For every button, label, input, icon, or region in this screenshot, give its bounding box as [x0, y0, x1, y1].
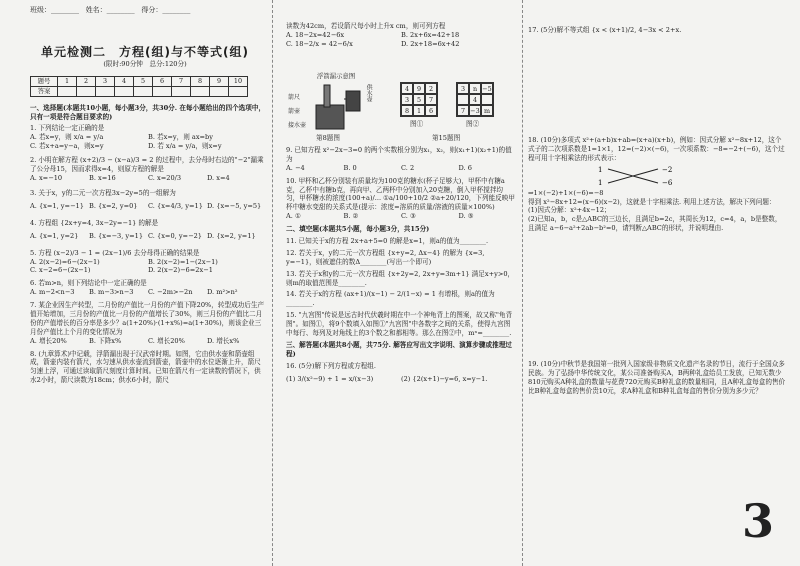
grid-cell: 5	[413, 94, 425, 105]
answer-cell[interactable]	[134, 87, 153, 97]
option[interactable]: C. x−2=6−(2x−1)	[30, 266, 91, 275]
question-7: 7. 某企业因生产转型，二月份的产值比一月份的产值下降20%，转型成功后生产值开始增加，三月份的产值比一月份的产值增长了30%，则三月份的产值比二月份的产值增长的百分率是多少？a(1+20%)·(1+x%)=a(1+30%)，则该企业三月份产值比上个月的变化情况为	[30, 301, 265, 336]
magic-square-2	[456, 82, 494, 117]
question-6: 6. 若m>n，则下列结论中一定正确的是	[30, 279, 147, 288]
answer-cell[interactable]	[229, 87, 248, 97]
options-row	[286, 212, 516, 221]
cross-left-top: 1	[598, 165, 603, 174]
option[interactable]: B. 下降x%	[89, 336, 122, 345]
option[interactable]: C. {x=0, y=−2}	[148, 231, 202, 240]
magic-square-1	[400, 82, 438, 117]
cross-multiplication-diagram	[588, 163, 708, 189]
figure-8-caption: 第8题图	[316, 134, 340, 142]
answer-table	[30, 76, 248, 97]
answer-table-number: 7	[172, 77, 191, 87]
option[interactable]: A. {x=1, y=2}	[30, 231, 79, 240]
questions-block-left	[30, 104, 266, 385]
option[interactable]: D. 增长x%	[207, 336, 240, 345]
option[interactable]: B. {x=−3, y=1}	[89, 231, 144, 240]
question-16: 16. (5分)解下列方程或方程组.	[286, 361, 376, 370]
options-row	[286, 40, 516, 49]
cross-right-top: −2	[662, 165, 673, 174]
grid-cell: 4	[469, 94, 481, 105]
option[interactable]: D. 2(x−2)−6=2x−1	[148, 266, 213, 275]
section-heading: 三、解答题(本题共8小题，共75分. 解答应写出文字说明、演算步骤或推理过程)	[286, 340, 512, 358]
question-17: 17. (5分)解不等式组 {x < (x+1)/2, 4−3x < 2+x.	[528, 26, 682, 34]
section-heading: 一、选择题(本题共10小题，每小题3分，共30分. 在每小题给出的四个选项中，只有一项是符合题目要求的)	[30, 104, 266, 121]
grid-cell: n	[469, 83, 481, 94]
answer-table-number: 8	[191, 77, 210, 87]
grid-1-caption: 图①	[410, 120, 424, 128]
q8-continuation	[286, 22, 516, 49]
option[interactable]: D. 若 x/a = y/a，则x=y	[148, 141, 222, 150]
option[interactable]: B. 2x+6x=42+18	[401, 30, 460, 39]
label-arrow-ruler: 箭尺	[288, 94, 301, 101]
label-receiving-pot: 接水壶	[288, 122, 307, 129]
class-field[interactable]: 班级：________	[30, 6, 79, 14]
question-13: 13. 若关于x和y的二元一次方程组 {x+2y=2, 2x+y=3m+1} 满足x+y>0，则m的取值范围是________.	[286, 269, 515, 287]
grid-cell: 2	[425, 83, 437, 94]
question-18: 18. (10分)多项式 x²+(a+b)x+ab=(x+a)(x+b)，例如：因式分解 x²−8x+12，这个式子的二次项系数是1=1×1，12=(−2)×(−6)，一次项系数：−8=−2+(−6)，这个过程可用十字相乘法的形式表示：	[528, 136, 785, 162]
option[interactable]: C. −2m>−2n	[148, 288, 193, 297]
column-middle	[276, 0, 522, 566]
question-18-part-2: (2)已知a，b，c是△ABC的三边长，且满足b=2c，其周长为12，c=4，a，b是整数，且满足 a−6−a²+2ab−b²=0，请判断△ABC的形状，并说明理由.	[528, 215, 782, 233]
answer-cell[interactable]	[153, 87, 172, 97]
option[interactable]: A. −4	[286, 163, 305, 172]
question-2: 2. 小明在解方程 (x+2)/3 − (x−a)/3 = 2 的过程中，去分母时右边的"−2"漏乘了公分母15，因而求得x=4，则原方程的解是	[30, 156, 264, 174]
grid-cell	[457, 94, 469, 105]
question-14: 14. 若关于x的方程 (ax+1)/(x−1) − 2/(1−x) = 1 有增根，则a的值为________.	[286, 290, 495, 308]
answer-table-number: 5	[134, 77, 153, 87]
answer-table-head-number: 题号	[31, 77, 58, 87]
option[interactable]: D. x=4	[207, 174, 230, 183]
subquestion-2: (2) {2(x+1)−y=6, x=y−1.	[401, 374, 488, 383]
grid-cell: 3	[457, 83, 469, 94]
question-10: 10. 甲杯和乙杯分别装有质量均为100克的糖水(杯子足够大)，甲杯中有糖a克，乙杯中有糖b克，再向甲、乙两杯中分别加入20克糖，倒入甲杯搅拌均匀，甲杯糖水的浓度(100+a)/... ①a/100+10/2 ②a+20/120，下列能反映甲杯中糖水变甜的关系式是(提示：浓度=溶质的质量/溶液的质量×100%)	[286, 176, 515, 212]
options-row	[30, 232, 266, 241]
question-3: 3. 关于x，y的二元一次方程3x−2y=5的一组解为	[30, 189, 176, 198]
grid-cell: m	[481, 105, 493, 116]
options-row	[286, 164, 516, 173]
option[interactable]: D. 2x+18=6x+42	[401, 39, 460, 48]
grid-cell: 9	[413, 83, 425, 94]
options-row	[30, 133, 266, 142]
label-arrow-pot: 箭壶	[288, 108, 301, 115]
option[interactable]: C. 18−2/x = 42−6/x	[286, 39, 353, 48]
answer-table-number: 2	[77, 77, 96, 87]
grid-cell: 8	[401, 105, 413, 116]
subquestions-row	[286, 375, 516, 384]
label-supply-pot: 供水壶	[365, 84, 373, 102]
page-subtitle: (限时:90分钟 总分:120分)	[103, 60, 187, 68]
answer-table-number: 10	[229, 77, 248, 87]
answer-cell[interactable]	[172, 87, 191, 97]
option[interactable]: D. {x=2, y=1}	[207, 231, 256, 240]
option[interactable]: C. 2	[401, 163, 415, 172]
option[interactable]: A. {x=1, y=−1}	[30, 202, 84, 211]
question-8-continued: 读数为42cm，若设箭尺每小时上升x cm，则可列方程	[286, 22, 446, 30]
answer-table-number: 6	[153, 77, 172, 87]
question-5: 5. 方程 (x−2)/3 − 1 = (2x−1)/6 去分母得正确的结果是	[30, 248, 200, 257]
answer-table-number: 4	[115, 77, 134, 87]
grid-cell: 6	[425, 105, 437, 116]
options-row	[30, 337, 266, 346]
answer-cell[interactable]	[191, 87, 210, 97]
grid-cell: 7	[425, 94, 437, 105]
option[interactable]: A. 2(x−2)=6−(2x−1)	[30, 257, 100, 266]
question-18-part-1: (1)因式分解：x²+4x−12；	[528, 206, 611, 215]
score-field[interactable]: 得分：________	[141, 6, 191, 14]
option[interactable]: C. 若x+a=y−a，则x=y	[30, 141, 104, 150]
answer-table-number: 1	[58, 77, 77, 87]
question-18-line: 得到 x²−8x+12=(x−6)(x−2)，这就是十字相乘法. 利用上述方法，解决下列问题：	[528, 197, 776, 206]
answer-cell[interactable]	[96, 87, 115, 97]
options-row	[30, 288, 266, 297]
options-row	[30, 258, 266, 267]
option[interactable]: C. 增长20%	[148, 336, 185, 345]
column-right	[524, 0, 800, 566]
question-4: 4. 方程组 {2x+y=4, 3x−2y=−1} 的解是	[30, 218, 159, 227]
option[interactable]: D. {x=−5, y=5}	[207, 202, 262, 211]
name-field[interactable]: 姓名：________	[85, 6, 135, 14]
column-divider	[272, 0, 273, 566]
option[interactable]: C. ③	[401, 212, 416, 221]
questions-block-middle	[286, 146, 516, 383]
option[interactable]: A. 增长20%	[30, 336, 67, 345]
cross-right-bottom: −6	[662, 178, 673, 187]
column-left	[0, 0, 270, 566]
option[interactable]: A. 若x=y，则 x/a = y/a	[30, 132, 104, 141]
question-1: 1. 下列结论一定正确的是	[30, 123, 105, 132]
question-19-block	[528, 360, 788, 396]
question-18-block	[528, 136, 788, 233]
option[interactable]: B. {x=2, y=0}	[89, 202, 138, 211]
grid-cell: 1	[413, 105, 425, 116]
options-row	[30, 174, 266, 183]
figure-title: 浮箭漏示意图	[316, 72, 356, 80]
answer-cell[interactable]	[77, 87, 96, 97]
column-divider	[522, 0, 523, 566]
figure-water-clock	[286, 72, 386, 142]
question-9: 9. 已知方程 x²−2x−3=0 的两个实数根分别为x₁，x₂，则(x₁+1)(x₂+1)的值为	[286, 146, 512, 163]
option[interactable]: C. x=20/3	[148, 174, 182, 183]
option[interactable]: D. 6	[458, 163, 472, 172]
options-row	[30, 142, 266, 151]
student-info-line	[30, 6, 190, 15]
subquestion-1: (1) 3/(x²−9) + 1 = x/(x−3)	[286, 374, 374, 383]
option[interactable]: B. 2(x−2)=1−(2x−1)	[148, 257, 218, 266]
grid-cell: 3	[401, 94, 413, 105]
option[interactable]: A. m−2<n−3	[30, 288, 75, 297]
answer-table-row-numbers	[31, 77, 248, 87]
page-number: 3	[741, 493, 774, 548]
page-title: 单元检测二 方程(组)与不等式(组)	[41, 45, 249, 59]
option[interactable]: B. m−3>n−3	[89, 288, 134, 297]
answer-cell[interactable]	[115, 87, 134, 97]
options-row	[30, 266, 266, 275]
options-row	[286, 31, 516, 40]
question-8: 8. (九章算术)中记载，浮箭漏出现于汉武帝时期。如图，它由供水壶和箭壶组成，箭壶内装有箭尺，水匀速从供水壶流到箭壶，箭壶中的水位逐渐上升，箭尺匀速上浮，可通过读取箭尺刻度计算时间。已知在箭尺有一定读数的情况下，供水2小时，箭尺读数为18cm；供水6小时，箭尺	[30, 349, 261, 385]
question-17-block	[528, 26, 788, 35]
question-11: 11. 已知关于x的方程 2x+a+5=0 的解是x=1，则a的值为________.	[286, 237, 489, 246]
answer-table-head-answer: 答案	[31, 87, 58, 97]
grid-cell: −3	[470, 107, 480, 115]
grid-cell: −5	[482, 85, 492, 93]
figure-15-caption: 第15题图	[432, 134, 461, 142]
option[interactable]: A. 18−2x=42−6x	[286, 30, 345, 39]
answer-table-number: 3	[96, 77, 115, 87]
grid-cell: 4	[401, 83, 413, 94]
grid-cell	[481, 94, 493, 105]
question-15: 15. "九宫图"传说是远古时代伏羲时期在中一个神龟背上的图案，故又称"龟背图"。如图①，将9个数填入如图①"九宫图"中各数字之间的关系，使得九宫图中每行、每列及对角线上的3个数之和都相等。那么在图②中，mⁿ=________.	[286, 311, 513, 338]
option[interactable]: B. ②	[343, 212, 359, 221]
answer-table-number: 9	[210, 77, 229, 87]
option[interactable]: D. m²>n²	[207, 288, 238, 297]
question-18-line: ⇒1×(−2)+1×(−6)=−8	[528, 188, 604, 197]
option[interactable]: B. 0	[343, 163, 357, 172]
question-19: 19. (10分)中秋节是我国第一批列入国家级非物质文化遗产名录的节日，流行于全国众多民族。为了弘扬中华传统文化，某公司准备购买A，B两种礼盒给员工发放，已知无数少810元购买A种礼盒的数量与花费720元购买B种礼盒的数量相同，且A种礼盒每盒的售价比B种礼盒每盒的售价贵10元，求A种礼盒和B种礼盒每盒的售价分别为多少元？	[528, 360, 786, 395]
answer-table-row-answers	[31, 87, 248, 97]
option[interactable]: A. ①	[286, 212, 301, 221]
grid-2-caption: 图②	[466, 120, 480, 128]
option[interactable]: B. 若x=y，则 ax=by	[148, 132, 214, 141]
answer-cell[interactable]	[210, 87, 229, 97]
cross-left-bottom: 1	[598, 178, 603, 187]
grid-cell: 7	[457, 105, 469, 116]
question-12: 12. 若关于x，y的二元一次方程组 {x+y=2, Δx−4} 的解为 {x=3, y=−1}，则被遮住的数Δ________(写出一个即可)	[286, 248, 485, 266]
option[interactable]: D. ⑤	[458, 212, 474, 221]
option[interactable]: A. x=−10	[30, 174, 63, 183]
option[interactable]: B. x=16	[89, 174, 116, 183]
answer-cell[interactable]	[58, 87, 77, 97]
section-heading: 二、填空题(本题共5小题，每小题3分，共15分)	[286, 225, 430, 234]
option[interactable]: C. {x=4/3, y=1}	[148, 202, 203, 211]
options-row	[30, 202, 266, 211]
